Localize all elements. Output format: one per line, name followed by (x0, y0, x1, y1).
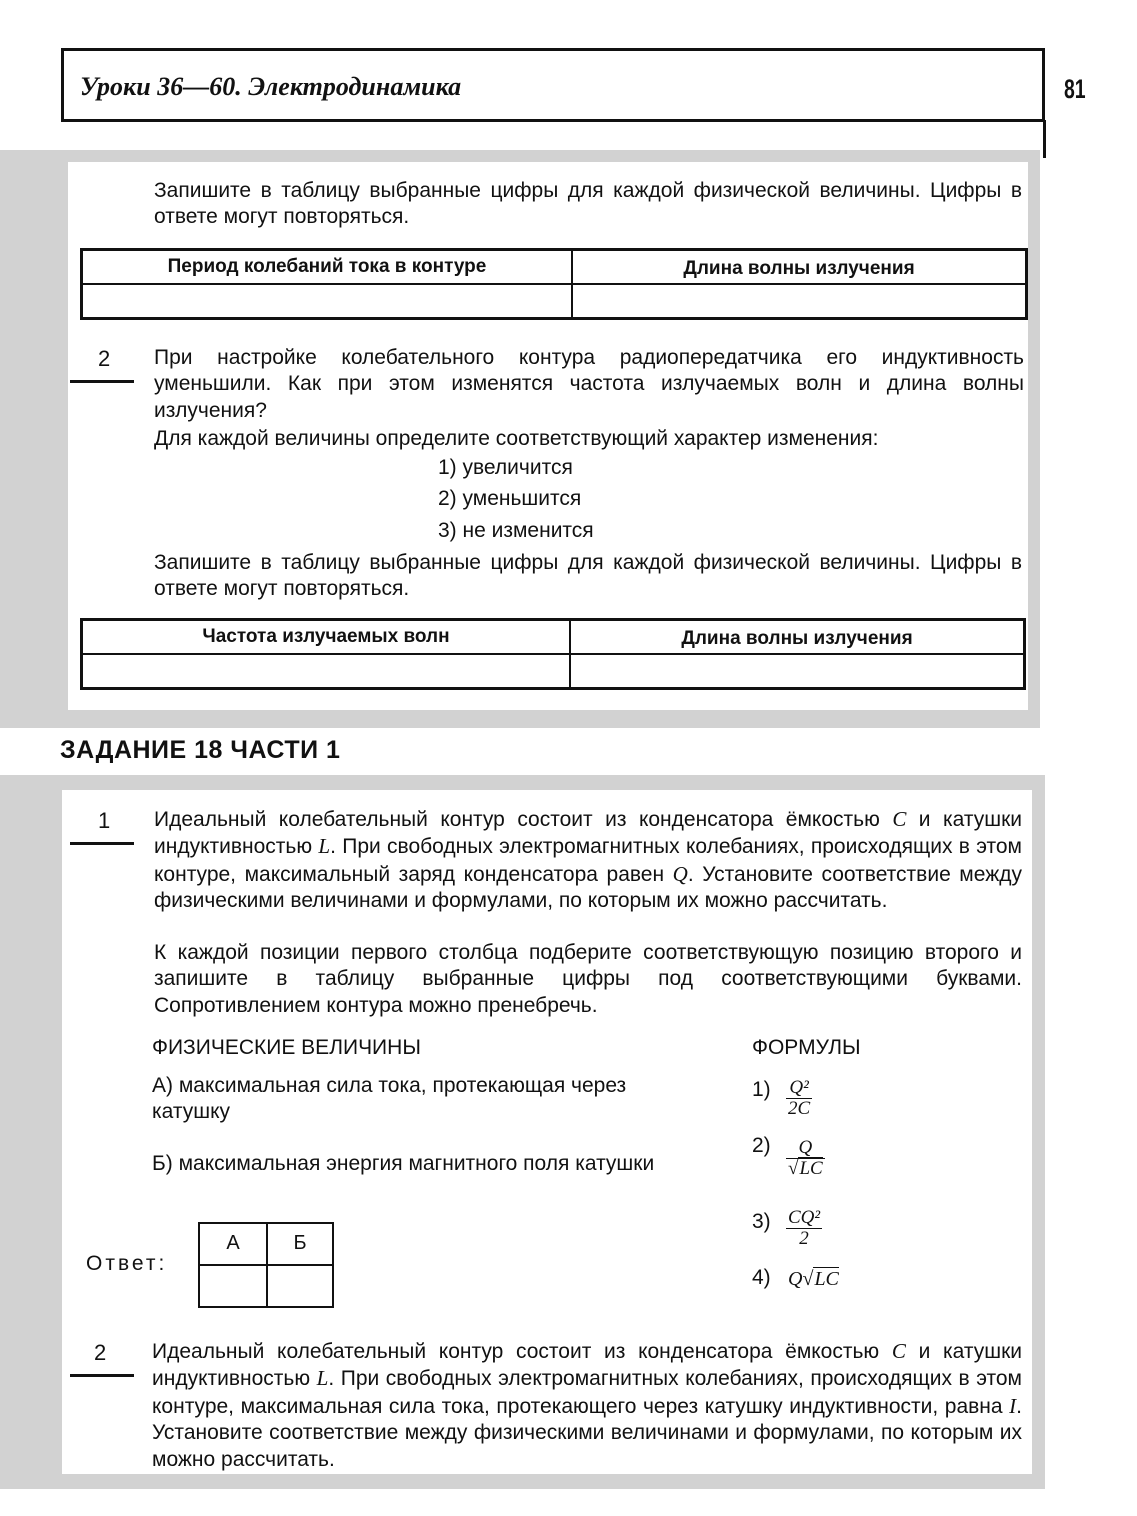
formula-1: $\frac{\text{Q²}}{2C}$ (788, 1077, 811, 1119)
task2-instruction: Запишите в таблицу выбранные цифры для каждой физической величины. Цифры в ответе могут повторяться. (154, 551, 1022, 601)
task2-prompt: Для каждой величины определите соответствующий характер изменения: (154, 427, 879, 450)
task-number: 2 (98, 346, 111, 371)
formula-2: $\frac{Q}{√LC}$ (788, 1137, 823, 1179)
answer-cell-b[interactable] (268, 1266, 332, 1306)
table-header-frequency: Частота излучаемых волн (202, 626, 450, 647)
formula-2-label: 2) (752, 1134, 771, 1157)
answer-label: Ответ: (86, 1252, 168, 1275)
formula-3: $\frac{\text{CQ²}}{2}$ (788, 1207, 821, 1249)
option-unchanged: 3) не изменится (438, 519, 594, 542)
header-title: Уроки 36—60. Электродинамика (80, 72, 462, 101)
table-cell-wavelength[interactable] (571, 655, 1023, 687)
formula-4: Q√LC (788, 1268, 839, 1290)
section-title: ЗАДАНИЕ 18 ЧАСТИ 1 (60, 736, 341, 764)
answer-col-b: Б (293, 1232, 307, 1254)
question-number-line (70, 1374, 134, 1377)
question-number: 1 (98, 808, 111, 833)
q1-text: Идеальный колебательный контур состоит из конденсатора ёмкостью C и катушки индуктивностью L. При свободных электромагнитных колебаниях, происходящих в этом контуре, максимальный заряд конденсатора равен Q. Установите соответствие между физическими величинами и формулами, по которым их можно рассчитать. (154, 807, 1022, 913)
answer-col-a: А (226, 1232, 240, 1254)
table-cell-wavelength[interactable] (573, 285, 1025, 317)
header-divider (1043, 120, 1046, 158)
table-header-wavelength: Длина волны излучения (683, 258, 915, 279)
table-header-period: Период колебаний тока в контуре (167, 256, 487, 277)
table-header-wavelength: Длина волны излучения (681, 628, 913, 649)
answer-table-top (80, 248, 1028, 320)
page-number: 81 (1064, 74, 1086, 104)
formula-1-label: 1) (752, 1078, 771, 1101)
formula-4-label: 4) (752, 1266, 771, 1289)
item-a: А) максимальная сила тока, протекающая через катушку (152, 1074, 627, 1124)
table-cell-frequency[interactable] (83, 655, 569, 687)
left-column-title: ФИЗИЧЕСКИЕ ВЕЛИЧИНЫ (152, 1036, 421, 1059)
task-number-line (70, 380, 134, 383)
question-number-line (70, 842, 134, 845)
q2-text: Идеальный колебательный контур состоит из конденсатора ёмкостью C и катушки индуктивностью L. При свободных электромагнитных колебаниях, происходящих в этом контуре, максимальная сила тока, протекающего через катушку индуктивности, равна I. Установите соответствие между физическими величинами и формулами, по которым их можно рассчитать. (152, 1339, 1023, 1471)
option-increase: 1) увеличится (438, 456, 573, 479)
right-column-title: ФОРМУЛЫ (752, 1036, 861, 1059)
answer-cell-a[interactable] (200, 1266, 266, 1306)
option-decrease: 2) уменьшится (438, 487, 582, 510)
question-number: 2 (94, 1340, 107, 1365)
top-instruction: Запишите в таблицу выбранные цифры для каждой физической величины. Цифры в ответе могут повторяться. (154, 179, 1022, 229)
table-cell-period[interactable] (83, 285, 571, 317)
formula-3-label: 3) (752, 1210, 771, 1233)
q1-text2: К каждой позиции первого столбца подберите соответствующую позицию второго и запишите в таблицу выбранные цифры под соответствующими буквами. Сопротивлением контура можно пренебречь. (154, 941, 1022, 1017)
task2-text: При настройке колебательного контура радиопередатчика его индуктивность уменьшили. Как при этом изменятся частота излучаемых волн и длина волны излучения? (154, 346, 1024, 422)
answer-grid (198, 1222, 334, 1308)
answer-table-task2 (80, 618, 1026, 690)
item-b: Б) максимальная энергия магнитного поля катушки (152, 1152, 655, 1175)
